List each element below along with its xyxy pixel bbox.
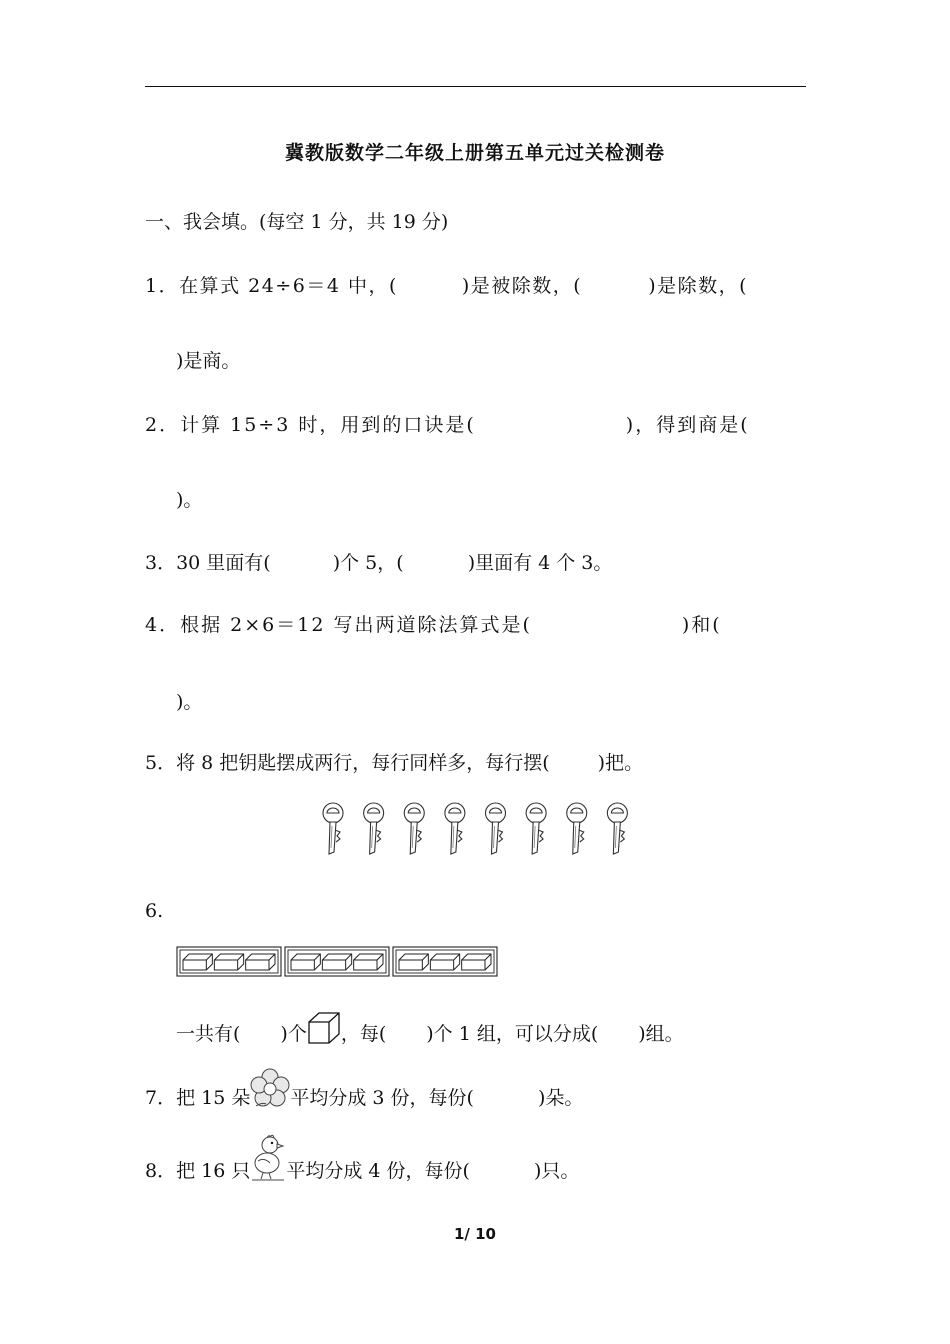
q5-text-a: 5．将 8 把钥匙摆成两行，每行同样多，每行摆( [145, 752, 550, 774]
q1-text-a: 1．在算式 24÷6＝4 中，( [145, 275, 398, 297]
cube-icon [246, 954, 275, 970]
question-6-number: 6. [145, 900, 164, 922]
question-8 [145, 1159, 579, 1183]
key-icon [607, 803, 627, 854]
q6-text-d: )个 1 组，可以分成( [426, 1023, 599, 1045]
q8-text-a: 8．把 16 只 [145, 1160, 251, 1182]
q1-text-c: )是除数，( [648, 275, 749, 297]
cube-icon [307, 1010, 341, 1046]
page-number: 1/ 10 [453, 1225, 496, 1243]
key-icon [364, 803, 384, 854]
keys-illustration [316, 800, 641, 856]
q3-text-a: 3．30 里面有( [145, 552, 271, 574]
key-icon [445, 803, 465, 854]
q7-text-a: 7．把 15 朵 [145, 1087, 251, 1109]
chick-icon [250, 1133, 286, 1183]
section-heading: 一、我会填。(每空 1 分，共 19 分) [145, 211, 449, 233]
key-icon [323, 803, 343, 854]
question-4-line-2: )。 [176, 691, 203, 713]
cube-group [177, 947, 281, 976]
q4-text-b: )和( [681, 614, 722, 636]
q3-text-c: )里面有 4 个 3。 [467, 552, 613, 574]
question-2-line-1 [145, 413, 750, 437]
question-7 [145, 1086, 583, 1110]
q7-text-c: )朵。 [537, 1087, 584, 1109]
q3-text-b: )个 5，( [332, 552, 404, 574]
question-4-line-1 [145, 613, 722, 637]
cube-icon [322, 954, 351, 970]
cube-icon [462, 954, 491, 970]
cube-group [393, 947, 497, 976]
cube-icon [430, 954, 459, 970]
cube-group [285, 947, 389, 976]
cube-groups-illustration [176, 946, 500, 978]
q6-text-e: )组。 [638, 1023, 684, 1045]
key-icon [404, 803, 424, 854]
q2-text-a: 2．计算 15÷3 时，用到的口诀是( [145, 414, 476, 436]
key-icon [486, 803, 506, 854]
cube-icon [291, 954, 320, 970]
q1-text-b: )是被除数，( [461, 275, 583, 297]
q7-text-b: 平均分成 3 份，每份( [290, 1087, 474, 1109]
header-rule [145, 86, 806, 87]
q6-text-b: )个 [280, 1023, 307, 1045]
cube-icon [399, 954, 428, 970]
key-icon [567, 803, 587, 854]
q5-text-b: )把。 [597, 752, 644, 774]
question-3 [145, 551, 612, 575]
key-icon [526, 803, 546, 854]
q4-text-a: 4．根据 2×6＝12 写出两道除法算式是( [145, 614, 532, 636]
q8-text-b: 平均分成 4 份，每份( [286, 1160, 470, 1182]
question-5 [145, 751, 643, 775]
page-title: 冀教版数学二年级上册第五单元过关检测卷 [284, 142, 665, 164]
cube-icon [183, 954, 212, 970]
question-1-line-1 [145, 274, 748, 298]
q8-text-c: )只。 [533, 1160, 580, 1182]
q2-text-b: )，得到商是( [625, 414, 750, 436]
question-2-line-2: )。 [176, 489, 203, 511]
q6-text-c: ，每( [340, 1023, 387, 1045]
question-1-line-2: )是商。 [176, 350, 241, 372]
flower-icon [250, 1068, 290, 1110]
question-6-text [176, 1022, 684, 1046]
cube-icon [214, 954, 243, 970]
q6-text-a: 一共有( [176, 1023, 241, 1045]
cube-icon [354, 954, 383, 970]
